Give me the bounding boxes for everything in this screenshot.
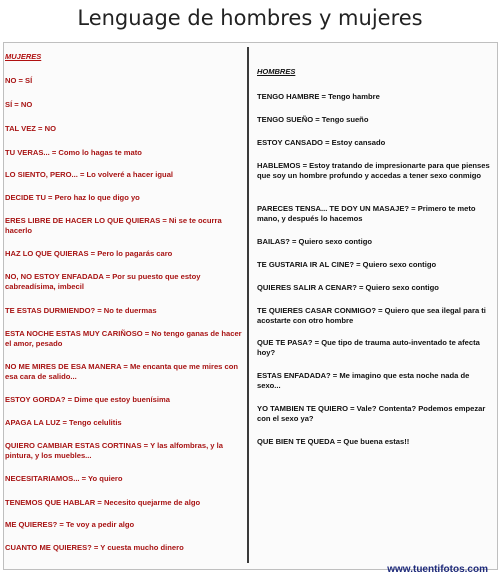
hombres-entry: TENGO HAMBRE = Tengo hambre xyxy=(257,92,380,101)
hombres-entry: ESTAS ENFADADA? = Me imagino que esta noche nada de sexo... xyxy=(257,371,470,390)
mujeres-entry: QUIERO CAMBIAR ESTAS CORTINAS = Y las alfombras, y la pintura, y los muebles... xyxy=(5,441,223,460)
mujeres-entry: ME QUIERES? = Te voy a pedir algo xyxy=(5,520,135,529)
mujeres-entry: DECIDE TU = Pero haz lo que digo yo xyxy=(5,193,140,202)
watermark-url: www.tuentifotos.com xyxy=(387,564,488,575)
page-title: Lenguage de hombres y mujeres xyxy=(77,6,423,30)
mujeres-column xyxy=(5,52,245,552)
hombres-entry: TE QUIERES CASAR CONMIGO? = Quiero que sea ilegal para ti acostarte con otro hombre xyxy=(257,306,486,325)
hombres-entry: TE GUSTARIA IR AL CINE? = Quiero sexo contigo xyxy=(257,260,437,269)
hombres-header: HOMBRES xyxy=(257,67,296,76)
mujeres-entry: ESTOY GORDA? = Dime que estoy buenísima xyxy=(5,395,170,404)
hombres-entry: BAILAS? = Quiero sexo contigo xyxy=(257,237,372,246)
mujeres-entry: NO = SÍ xyxy=(5,76,33,85)
mujeres-entry: APAGA LA LUZ = Tengo celulitis xyxy=(5,418,122,427)
hombres-column xyxy=(257,52,495,446)
mujeres-entry: TE ESTAS DURMIENDO? = No te duermas xyxy=(5,306,157,315)
hombres-entry: HABLEMOS = Estoy tratando de impresionarte para que pienses que soy un hombre profundo y accedas a tener sexo conmigo xyxy=(257,161,490,180)
hombres-entry: QUIERES SALIR A CENAR? = Quiero sexo contigo xyxy=(257,283,439,292)
mujeres-entry: ESTA NOCHE ESTAS MUY CARIÑOSO = No tengo ganas de hacer el amor, pesado xyxy=(5,329,242,348)
mujeres-entry: TAL VEZ = NO xyxy=(5,124,56,133)
hombres-entry: TENGO SUEÑO = Tengo sueño xyxy=(257,115,369,124)
mujeres-entry: SÍ = NO xyxy=(5,100,33,109)
mujeres-entry: CUANTO ME QUIERES? = Y cuesta mucho dinero xyxy=(5,543,184,552)
hombres-entry: PARECES TENSA... TE DOY UN MASAJE? = Primero te meto mano, y después lo hacemos xyxy=(257,204,476,223)
mujeres-entry: NECESITARIAMOS... = Yo quiero xyxy=(5,474,123,483)
mujeres-entry: TU VERAS... = Como lo hagas te mato xyxy=(5,148,142,157)
mujeres-header: MUJERES xyxy=(5,52,42,61)
hombres-entry: QUE TE PASA? = Que tipo de trauma auto-inventado te afecta hoy? xyxy=(257,338,480,357)
mujeres-entry: LO SIENTO, PERO... = Lo volveré a hacer igual xyxy=(5,170,174,179)
hombres-entry: QUE BIEN TE QUEDA = Que buena estas!! xyxy=(257,437,410,446)
hombres-entry: ESTOY CANSADO = Estoy cansado xyxy=(257,138,386,147)
column-divider xyxy=(247,47,249,563)
mujeres-entry: HAZ LO QUE QUIERAS = Pero lo pagarás caro xyxy=(5,249,173,258)
mujeres-entry: ERES LIBRE DE HACER LO QUE QUIERAS = Ni se te ocurra hacerlo xyxy=(5,216,222,235)
mujeres-entry: NO, NO ESTOY ENFADADA = Por su puesto que estoy cabreadísima, imbecil xyxy=(5,272,201,291)
mujeres-entry: TENEMOS QUE HABLAR = Necesito quejarme de algo xyxy=(5,498,201,507)
hombres-entry: YO TAMBIEN TE QUIERO = Vale? Contenta? Podemos empezar con el sexo ya? xyxy=(257,404,486,423)
mujeres-entry: NO ME MIRES DE ESA MANERA = Me encanta que me mires con esa cara de salido... xyxy=(5,362,238,381)
